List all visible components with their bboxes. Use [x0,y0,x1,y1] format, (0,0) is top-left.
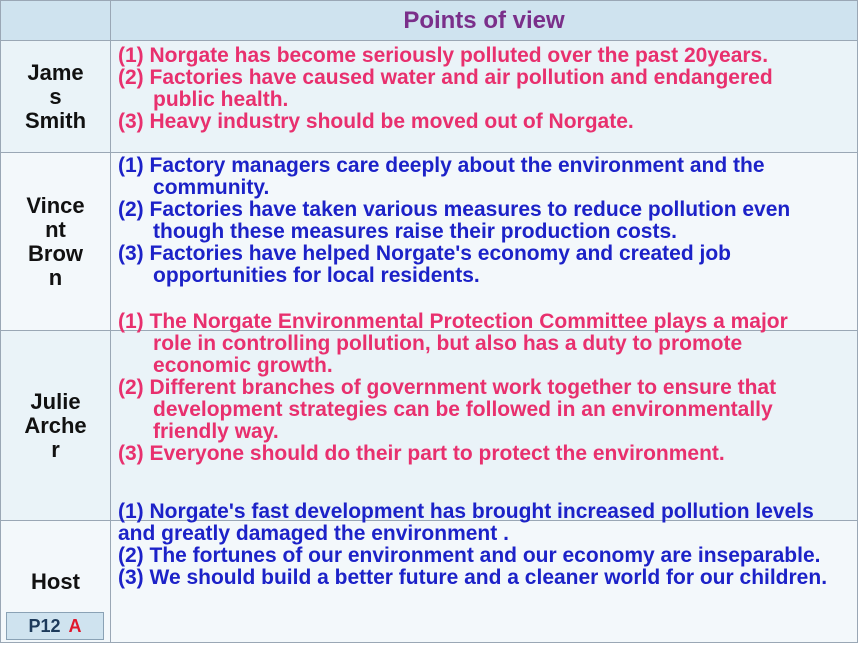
table-row [1,500,857,643]
table-row [1,41,857,153]
point-text: (1) Factory managers care deeply about the environment and the community. (2) Factories have taken various measures to reduce pollution even though these measures raise their production costs. (3) Factories have helped Norgate's economy and created job opportunities for local residents. [118,154,791,287]
page-badge-accent: A [68,615,82,636]
point-text: (1) Norgate has become seriously polluted over the past 20years. (2) Factories have caused water and air pollution and endangered public health. (3) Heavy industry should be moved out of Norgate. [118,44,773,133]
speaker-name: Host [1,521,111,643]
speaker-points [111,500,857,643]
speaker-name: Jame s Smith [1,41,111,152]
page-badge-label: P12 [28,615,61,636]
speaker-points [111,153,857,330]
speaker-name: Julie Arche r [1,331,111,520]
page-badge[interactable] [6,612,104,640]
point-text: (1) Norgate's fast development has brought increased pollution levels and greatly damaged the environment . (2) The fortunes of our environment and our economy are inseparable. (3) We should build a better future and a cleaner world for our children. [118,500,828,589]
table-row [1,310,857,521]
table-header-title: Points of view [403,7,565,34]
speaker-name: Vince nt Brow n [1,153,111,330]
point-text: (1) The Norgate Environmental Protection Committee plays a major role in controlling pollution, but also has a duty to promote economic growth. (2) Different branches of government work together to ensure that development strategies can be followed in an environmentally friendly way. (3) Everyone should do their part to protect the environment. [118,310,788,465]
table-row [1,153,857,331]
speaker-points [111,41,857,152]
table-header-row [1,1,857,41]
header-empty-cell [1,1,111,40]
speaker-points [111,310,857,520]
